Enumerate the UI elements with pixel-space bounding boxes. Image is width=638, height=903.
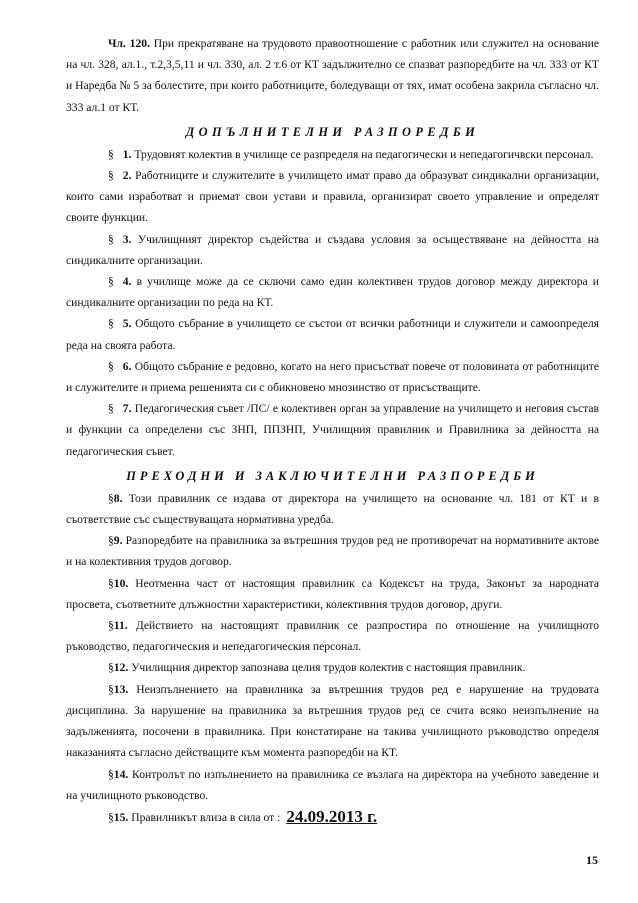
provision-number: 8.	[113, 491, 123, 505]
provision-text: Правилникът влиза в сила от :	[131, 810, 281, 824]
document-page	[66, 33, 599, 828]
provision-number: 1.	[122, 147, 132, 161]
section-sign: §	[108, 232, 114, 246]
provision-text: Общото събрание е редовно, когато на него присъстват повече от половината от работниците и служителите и приема решенията си с обикновено мнозинство от присъстващите.	[66, 359, 599, 395]
section-sign: §	[108, 491, 114, 505]
provision-text: Работниците и служителите в училището имат право да образуват синдикални организации, които сами изработват и приемат свои устави и правила, организират своето управление и определят своите функции.	[66, 169, 599, 225]
section-sign: §	[108, 576, 114, 590]
provision-paragraph	[66, 615, 599, 657]
article-120	[66, 33, 599, 118]
provision-paragraph	[66, 144, 599, 165]
provision-number: 3.	[122, 232, 132, 246]
article-label: Чл. 120.	[108, 37, 150, 50]
article-text: При прекратяване на трудовото правоотношение с работник или служител на основание на чл. 328, ал.1., т.2,3,5,11 и чл. 330, ал. 2 т.6 от КТ задължително се спазват разпоредбите на чл. 333 от КТ и Наредба № 5 за болестите, при които работниците, боледуващи от тях, имат особена закрила съгласно чл. 333 ал.1 от КТ.	[66, 37, 599, 114]
provision-paragraph	[66, 657, 599, 678]
provision-text: Училищният директор съдейства и създава условия за осъществяване на дейността на синдикалните организации.	[66, 232, 599, 267]
provision-text: Педагогическия съвет /ПС/ е колективен орган за управление на училището и неговия състав и функции са определени със ЗНП, ППЗНП, Училищния правилник и Правилника за дейността на педагогическия съвет.	[66, 402, 599, 458]
provision-number: 9.	[113, 534, 123, 548]
provision-text: Неизпълнението на правилника за вътрешния трудов ред е нарушение на трудовата дисциплина. За нарушение на правилника за вътрешния трудов ред се счита всяко неизпълнение на задълженията, посочени в правилника. При констатиране на такива училищното ръководство определя наказанията съгласно действащите към момента разпоредби на КТ.	[66, 682, 599, 760]
provision-paragraph	[66, 530, 599, 572]
provision-text: Този правилник се издава от директора на училището на основание чл. 181 от КТ и в съответствие със съществуващата нормативна уредба.	[66, 491, 599, 527]
provision-paragraph	[66, 229, 599, 271]
provision-text: Общото събрание в училището се състои от всички работници и служители и самоопределя реда на своята работа.	[66, 317, 599, 352]
provision-text: Училищния директор запознава целия трудов колектив с настоящия правилник.	[131, 661, 526, 675]
provision-number: 15.	[113, 810, 129, 824]
provision-paragraph	[66, 165, 599, 229]
provision-number: 11.	[113, 619, 128, 633]
provision-number: 2.	[122, 169, 132, 183]
effective-date: 24.09.2013 г.	[286, 806, 378, 826]
provision-paragraph	[66, 679, 599, 764]
section-sign: §	[108, 147, 114, 161]
provision-number: 5.	[122, 317, 132, 331]
section-sign: §	[108, 275, 114, 289]
section-sign: §	[108, 810, 114, 824]
section-sign: §	[108, 619, 114, 633]
provision-paragraph	[66, 764, 599, 806]
provision-number: 7.	[122, 402, 132, 416]
provision-text: Неотменна част от настоящия правилник са Кодексът на труда, Законът за народната просвета, съответните длъжностни характеристики, колективния трудов договор, други.	[66, 576, 599, 611]
section-sign: §	[108, 682, 114, 696]
provision-paragraph	[66, 398, 599, 462]
section-sign: §	[108, 402, 114, 416]
section-sign: §	[108, 169, 114, 183]
additional-provisions-list	[66, 144, 599, 462]
section-sign: §	[108, 359, 114, 373]
section-sign: §	[108, 767, 114, 781]
final-provisions-list	[66, 488, 599, 828]
provision-number: 10.	[113, 576, 129, 590]
section-sign: §	[108, 317, 114, 331]
heading-final-provisions: ПРЕХОДНИ И ЗАКЛЮЧИТЕЛНИ РАЗПОРЕДБИ	[126, 468, 539, 483]
page-number: 15	[586, 853, 598, 867]
provision-number: 12.	[113, 661, 129, 675]
section-sign: §	[108, 534, 114, 548]
provision-text: Трудовият колектив в училище се разпределя на педагогически и непедагогичвски персонал.	[134, 147, 594, 161]
provision-number: 13.	[113, 682, 129, 696]
provision-text: Разпоредбите на правилника за вътрешния трудов ред не противоречат на нормативните актове и на колективния трудов договор.	[66, 534, 599, 569]
provision-paragraph	[66, 271, 599, 313]
provision-paragraph	[66, 356, 599, 398]
provision-paragraph	[66, 806, 599, 828]
provision-paragraph	[66, 313, 599, 355]
provision-text: в училище може да се сключи само един колективен трудов договор между директора и синдикалните организации по реда на КТ.	[66, 275, 600, 310]
provision-paragraph	[66, 488, 599, 530]
provision-number: 6.	[122, 359, 132, 373]
provision-number: 14.	[113, 767, 129, 781]
provision-text: Действието на настоящият правилник се разпростира по отношение на училищното ръководство, педагогическия и непедагогическия персонал.	[66, 619, 599, 654]
heading-additional-provisions: ДОПЪЛНИТЕЛНИ РАЗПОРЕДБИ	[185, 124, 480, 139]
provision-number: 4.	[122, 275, 132, 289]
provision-paragraph	[66, 573, 599, 615]
provision-text: Контролът по изпълнението на правилника се възлага на директора на учебното заведение и на училищното ръководство.	[66, 767, 599, 802]
section-sign: §	[108, 661, 114, 675]
